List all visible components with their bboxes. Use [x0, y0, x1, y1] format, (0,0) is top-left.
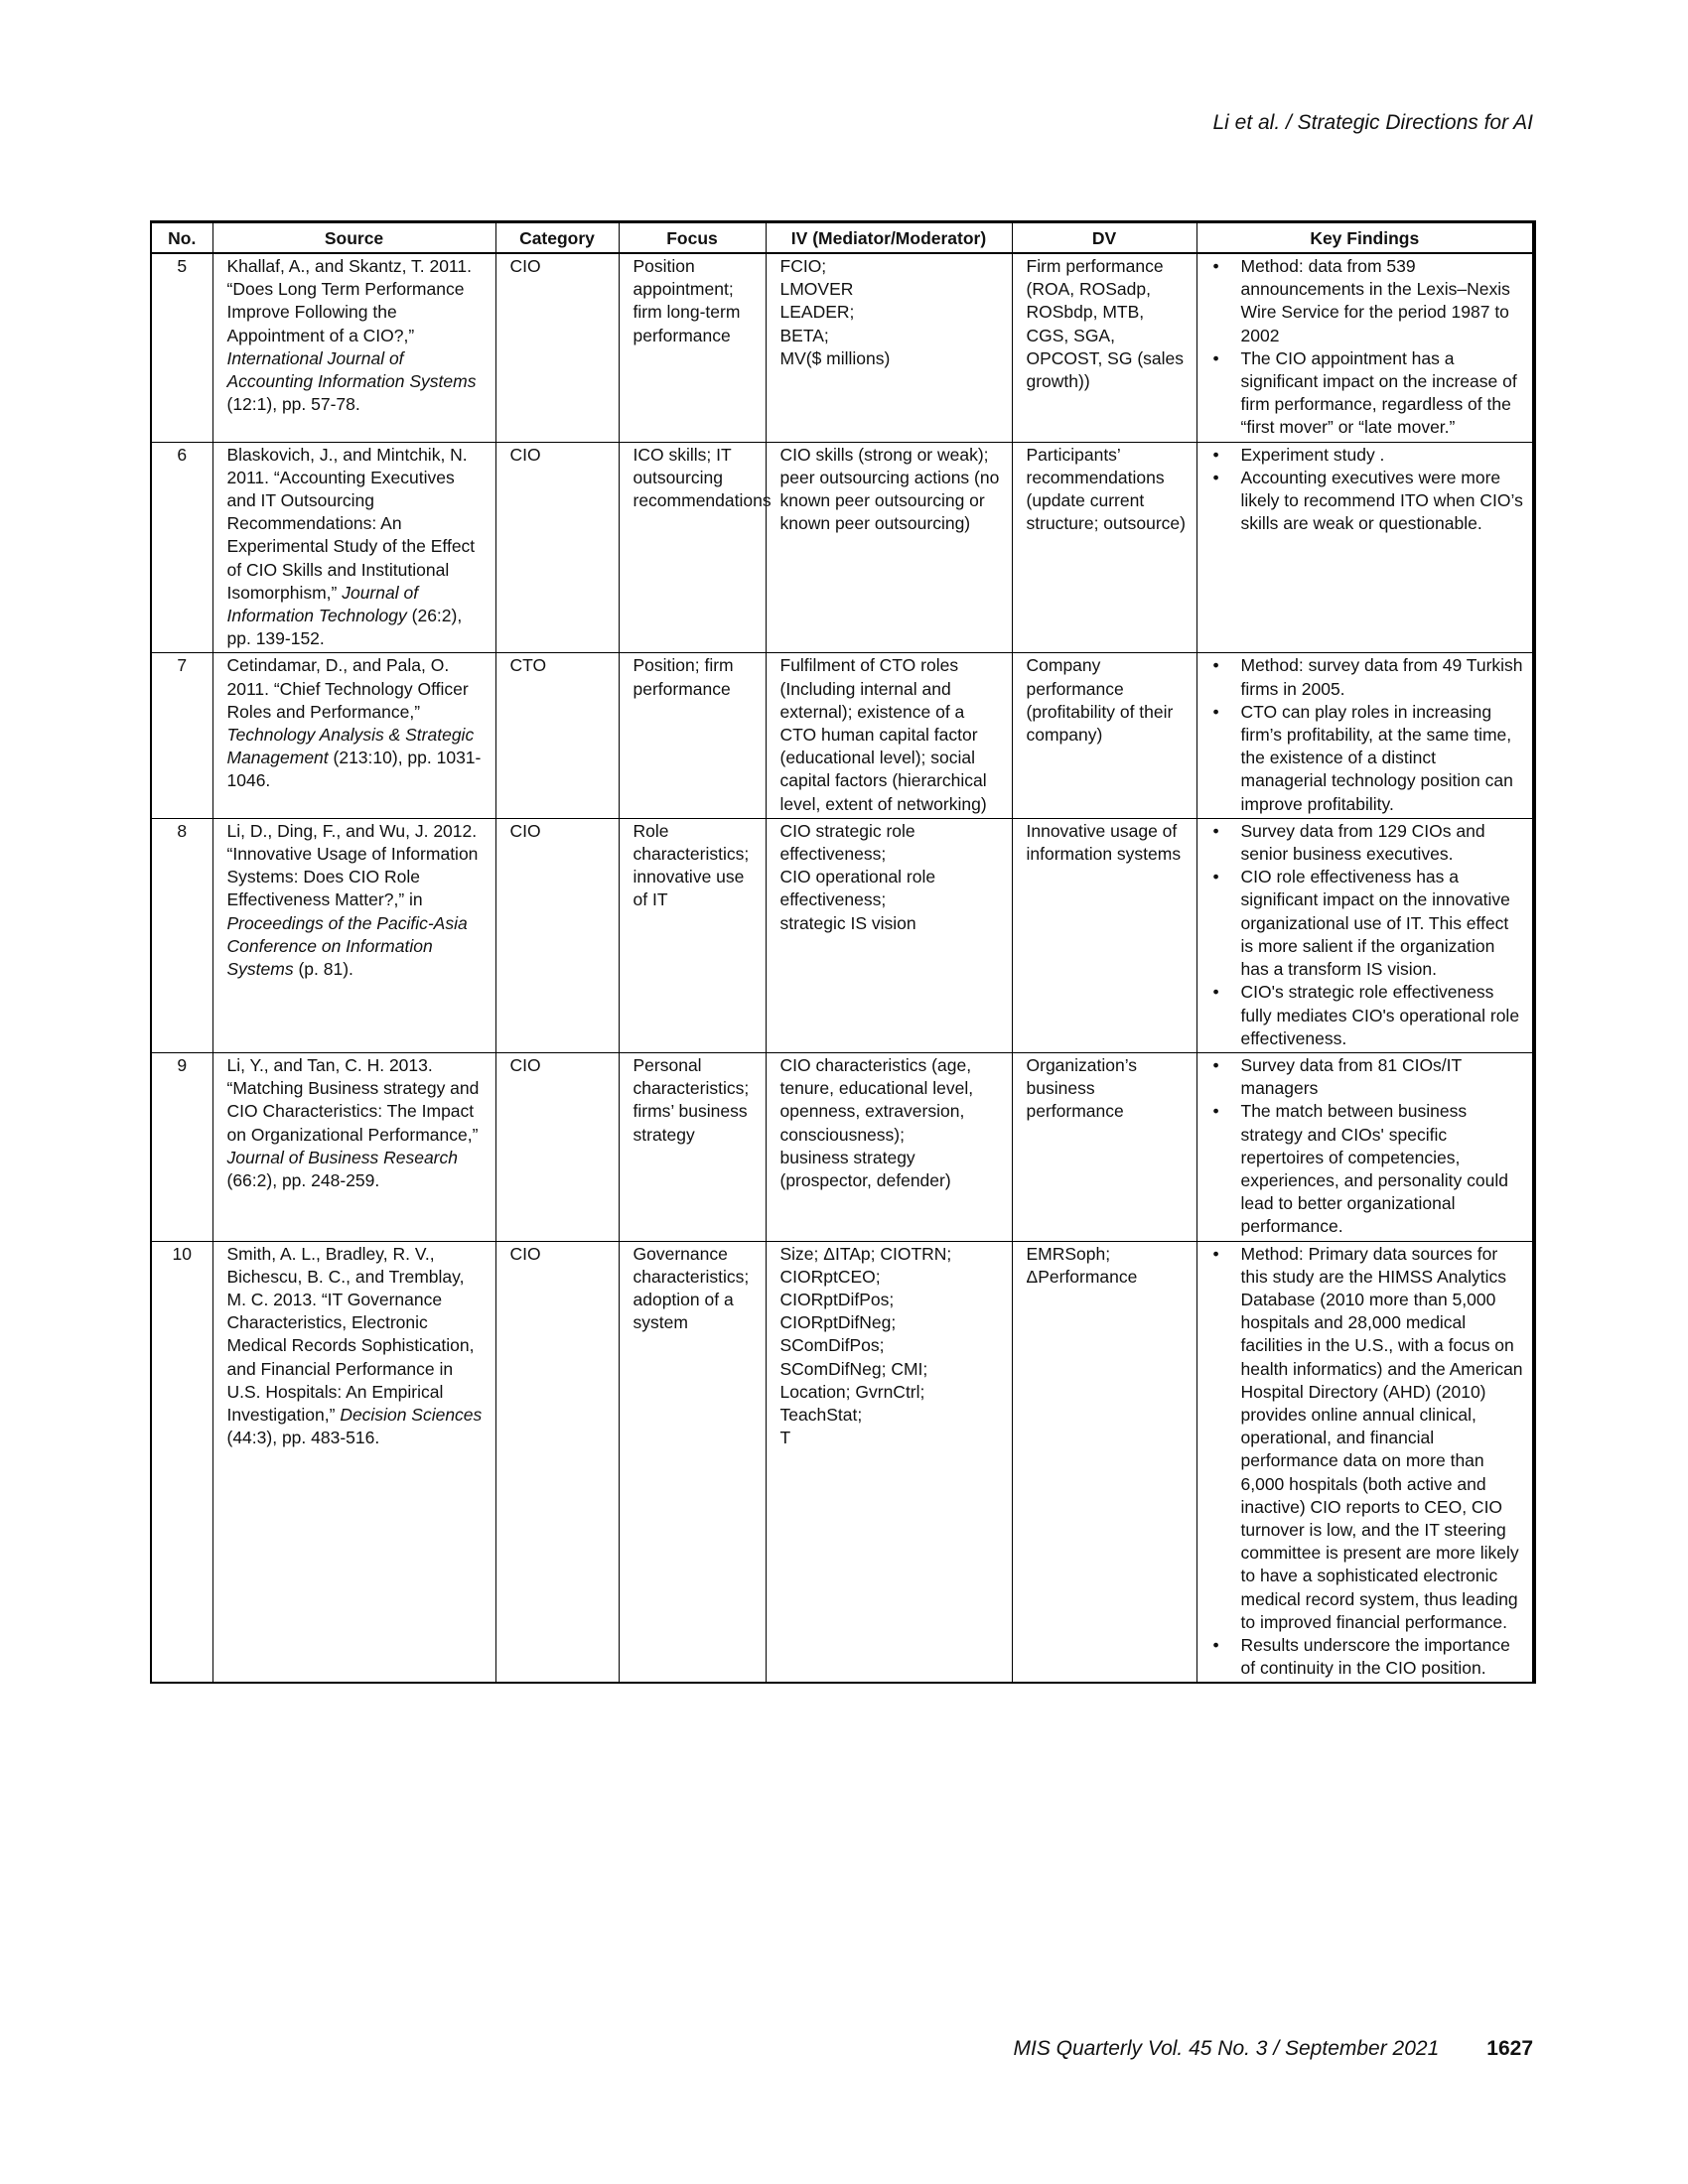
cell-dv: Firm performance (ROA, ROSadp, ROSbdp, MTB, CGS, SGA, OPCOST, SG (sales growth)) — [1012, 253, 1196, 442]
cell-no: 6 — [151, 442, 212, 653]
cell-source — [212, 253, 495, 442]
cell-category: CIO — [495, 818, 619, 1052]
cell-no: 7 — [151, 653, 212, 818]
table-row — [151, 653, 1534, 818]
literature-table — [150, 220, 1536, 1684]
source-text: Cetindamar, D., and Pala, O. 2011. “Chief Technology Officer Roles and Performance,” — [226, 655, 469, 722]
cell-iv: Fulfilment of CTO roles (Including internal and external); existence of a CTO human capital factor (educational level); social capital factors (hierarchical level, extent of networking) — [766, 653, 1012, 818]
cell-dv: Participants’ recommendations (update current structure; outsource) — [1012, 442, 1196, 653]
cell-source — [212, 1052, 495, 1241]
cell-dv: Company performance (profitability of their company) — [1012, 653, 1196, 818]
cell-focus: Position; firm performance — [619, 653, 766, 818]
source-text: Smith, A. L., Bradley, R. V., Bichescu, B. C., and Tremblay, M. C. 2013. “IT Governance Characteristics, Electronic Medical Records Sophistication, and Financial Performance in U.S. Hospitals: An Empirical Investigation,” — [226, 1243, 475, 1425]
finding-item: • Survey data from 129 CIOs and senior business executives. — [1211, 820, 1525, 866]
cell-source — [212, 442, 495, 653]
source-text: Li, D., Ding, F., and Wu, J. 2012. “Innovative Usage of Information Systems: Does CIO Role Effectiveness Matter?,” in — [226, 820, 479, 910]
cell-focus: Role characteristics; innovative use of IT — [619, 818, 766, 1052]
column-header-no: No. — [151, 222, 212, 254]
page-number: 1627 — [1486, 2037, 1533, 2060]
finding-item: • CIO's strategic role effectiveness fully mediates CIO's operational role effectiveness. — [1211, 981, 1525, 1050]
journal-citation: MIS Quarterly Vol. 45 No. 3 / September 2021 — [1013, 2037, 1440, 2060]
finding-item: • Method: data from 539 announcements in the Lexis–Nexis Wire Service for the period 1987 to 2002 — [1211, 255, 1525, 347]
cell-category: CIO — [495, 442, 619, 653]
cell-focus: ICO skills; IT outsourcing recommendations — [619, 442, 766, 653]
source-text: Blaskovich, J., and Mintchik, N. 2011. “Accounting Executives and IT Outsourcing Recommendations: An Experimental Study of the Effect of CIO Skills and Institutional Isomorphism,” — [226, 444, 476, 603]
cell-key-findings — [1196, 253, 1534, 442]
table-row — [151, 818, 1534, 1052]
cell-category: CIO — [495, 1052, 619, 1241]
cell-category: CIO — [495, 1241, 619, 1683]
source-pages: (44:3), pp. 483-516. — [226, 1428, 380, 1448]
cell-source — [212, 1241, 495, 1683]
source-pages: (12:1), pp. 57-78. — [226, 394, 360, 415]
table-row — [151, 253, 1534, 442]
source-pages: (p. 81). — [293, 959, 353, 980]
finding-item: • CIO role effectiveness has a significant impact on the innovative organizational use of IT. This effect is more salient if the organization has a transform IS vision. — [1211, 866, 1525, 981]
findings-list — [1211, 1054, 1525, 1239]
finding-item: • CTO can play roles in increasing firm’s profitability, at the same time, the existence of a distinct managerial technology position can improve profitability. — [1211, 701, 1525, 816]
cell-key-findings — [1196, 442, 1534, 653]
table-row — [151, 1241, 1534, 1683]
source-publication: Decision Sciences — [340, 1404, 483, 1425]
findings-list — [1211, 654, 1525, 815]
findings-list — [1211, 1243, 1525, 1681]
cell-source — [212, 818, 495, 1052]
cell-dv: Organization’s business performance — [1012, 1052, 1196, 1241]
table-body — [151, 253, 1534, 1683]
source-publication: Journal of Business Research — [226, 1147, 458, 1167]
findings-list — [1211, 444, 1525, 536]
source-pages: (213:10), pp. 1031-1046. — [226, 748, 482, 791]
cell-focus: Personal characteristics; firms’ business strategy — [619, 1052, 766, 1241]
cell-no: 8 — [151, 818, 212, 1052]
finding-item: • The CIO appointment has a significant impact on the increase of firm performance, regardless of the “first mover” or “late mover.” — [1211, 347, 1525, 440]
source-publication: Journal of Information Technology — [226, 582, 419, 626]
column-header-category: Category — [495, 222, 619, 254]
cell-iv: CIO strategic role effectiveness; CIO operational role effectiveness; strategic IS vision — [766, 818, 1012, 1052]
source-text: Li, Y., and Tan, C. H. 2013. “Matching Business strategy and CIO Characteristics: The Impact on Organizational Performance,” — [226, 1054, 480, 1145]
cell-no: 9 — [151, 1052, 212, 1241]
column-header-source: Source — [212, 222, 495, 254]
cell-category: CTO — [495, 653, 619, 818]
cell-category: CIO — [495, 253, 619, 442]
cell-key-findings — [1196, 653, 1534, 818]
cell-focus: Governance characteristics; adoption of a system — [619, 1241, 766, 1683]
finding-item: • Accounting executives were more likely to recommend ITO when CIO’s skills are weak or questionable. — [1211, 467, 1525, 536]
source-pages: (66:2), pp. 248-259. — [226, 1169, 380, 1190]
finding-item: • Results underscore the importance of continuity in the CIO position. — [1211, 1634, 1525, 1680]
cell-no: 5 — [151, 253, 212, 442]
page-footer — [1014, 2037, 1534, 2061]
cell-dv: Innovative usage of information systems — [1012, 818, 1196, 1052]
cell-dv: EMRSoph; ΔPerformance — [1012, 1241, 1196, 1683]
cell-key-findings — [1196, 1052, 1534, 1241]
finding-item: • Method: survey data from 49 Turkish firms in 2005. — [1211, 654, 1525, 700]
finding-item: • Experiment study . — [1211, 444, 1525, 467]
cell-key-findings — [1196, 1241, 1534, 1683]
table-row — [151, 1052, 1534, 1241]
source-publication: Proceedings of the Pacific-Asia Conference on Information Systems — [226, 912, 468, 980]
column-header-dv: DV — [1012, 222, 1196, 254]
finding-item: • Survey data from 81 CIOs/IT managers — [1211, 1054, 1525, 1100]
cell-source — [212, 653, 495, 818]
source-text: Khallaf, A., and Skantz, T. 2011. “Does Long Term Performance Improve Following the Appointment of a CIO?,” — [226, 256, 472, 345]
findings-list — [1211, 820, 1525, 1050]
cell-no: 10 — [151, 1241, 212, 1683]
finding-item: • The match between business strategy and CIOs' specific repertoires of competencies, experiences, and personality could lead to better organizational performance. — [1211, 1100, 1525, 1238]
running-title: Li et al. / Strategic Directions for AI — [1212, 111, 1533, 134]
cell-iv: CIO skills (strong or weak); peer outsourcing actions (no known peer outsourcing or known peer outsourcing) — [766, 442, 1012, 653]
column-header-key-findings: Key Findings — [1196, 222, 1534, 254]
cell-key-findings — [1196, 818, 1534, 1052]
source-publication: Technology Analysis & Strategic Management — [226, 725, 475, 768]
cell-focus: Position appointment; firm long-term performance — [619, 253, 766, 442]
source-publication: International Journal of Accounting Information Systems — [226, 347, 477, 392]
cell-iv: CIO characteristics (age, tenure, educational level, openness, extraversion, consciousness); business strategy (prospector, defender) — [766, 1052, 1012, 1241]
column-header-iv: IV (Mediator/Moderator) — [766, 222, 1012, 254]
table-header-row — [151, 222, 1534, 254]
cell-iv: Size; ΔITAp; CIOTRN; CIORptCEO; CIORptDifPos; CIORptDifNeg; SComDifPos; SComDifNeg; CMI; Location; GvrnCtrl; TeachStat; T — [766, 1241, 1012, 1683]
table-row — [151, 442, 1534, 653]
column-header-focus: Focus — [619, 222, 766, 254]
cell-iv: FCIO; LMOVER LEADER; BETA; MV($ millions) — [766, 253, 1012, 442]
source-pages: (26:2), pp. 139-152. — [226, 606, 463, 649]
finding-item: • Method: Primary data sources for this study are the HIMSS Analytics Database (2010 more than 5,000 hospitals and 28,000 medical facilities in the U.S., with a focus on health informatics) and the American Hospital Directory (AHD) (2010) provides online annual clinical, operational, and financial performance data on more than 6,000 hospitals (both active and inactive) CIO reports to CEO, CIO turnover is low, and the IT steering committee is present are more likely to have a sophisticated electronic medical record system, thus leading to improved financial performance. — [1211, 1243, 1525, 1634]
findings-list — [1211, 255, 1525, 440]
